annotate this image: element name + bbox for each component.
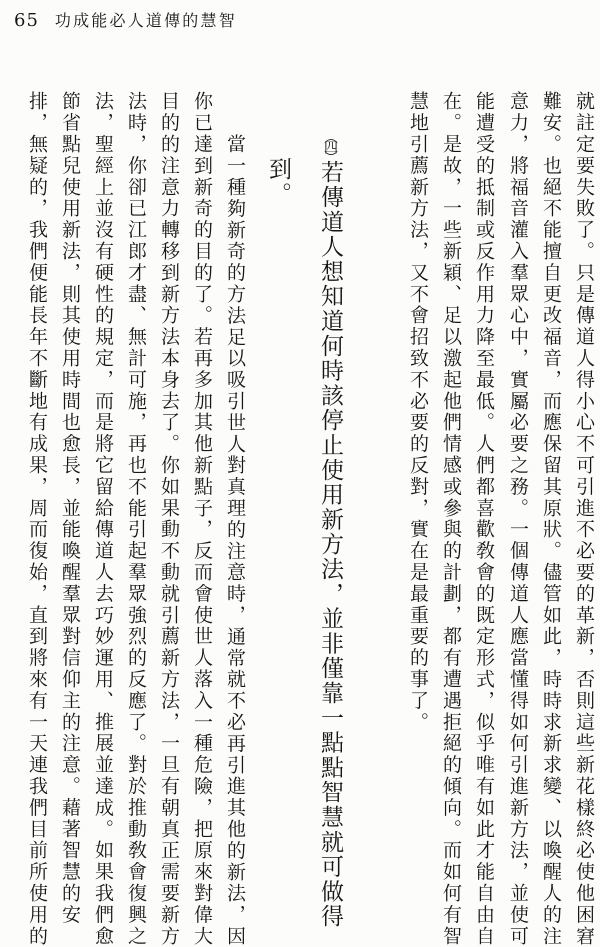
body-column: 慧地引薦新方法，又不會招致不必要的反對，實在是最重要的事了。	[407, 91, 429, 733]
body-column: 就註定要失敗了。只是傳道人得小心不可引進不必要的革新，否則這些新花樣終必使他困窘	[573, 91, 595, 947]
body-column: 難安。也絕不能擅自更改福音，而應保留其原狀。儘管如此，時時求新求變、以喚醒人的注	[540, 91, 562, 947]
body-column: 排，無疑的，我們便能長年不斷地有成果，周而復始，直到將來有一天連我們目前所使用的	[26, 91, 48, 947]
section-number: ︵四︶	[322, 130, 338, 160]
body-column: 法，聖經上並沒有硬性的規定，而是將它留給傳道人去巧妙運用、推展並達成。如果我們愈	[92, 91, 114, 947]
body-column: 你已達到新奇的目的了。若再多加其他新點子，反而會使世人落入一種危險，把原來對偉大	[191, 91, 213, 947]
section-heading-text: 若傳道人想知道何時該停止使用新方法，並非僅靠一點點智慧就可做得	[317, 160, 343, 929]
page-header	[14, 8, 237, 31]
running-title: 功成能必人道傳的慧智	[54, 11, 237, 30]
body-column: 在。是故，一些新穎、足以激起他們情感或參與的計劃，都有遭遇拒絕的傾向。而如何有智	[440, 91, 462, 947]
page-number: 65	[14, 10, 39, 31]
body-column: 目的的注意力轉移到新方法本身去了。你如果動不動就引薦新方法，一旦有朝真正需要新方	[158, 91, 180, 947]
body-column: 意力，將福音灌入羣眾心中，實屬必要之務。一個傳道人應當懂得如何引進新方法，並使可	[507, 91, 529, 947]
section-heading-continuation: 到。	[265, 157, 291, 207]
body-column: 能遭受的抵制或反作用力降至最低。人們都喜歡敎會的既定形式，似乎唯有如此才能自由自	[473, 91, 495, 947]
section-heading-column	[312, 130, 348, 929]
body-column: 法時，你卻已江郎才盡、無計可施，再也不能引起羣眾強烈的反應了。對於推動敎會復興之	[125, 91, 147, 947]
body-column: 當一種夠新奇的方法足以吸引世人對真理的注意時，通常就不必再引進其他的新法，因	[224, 134, 246, 947]
body-column: 節省點兒使用新法，則其使用時間也愈長，並能喚醒羣眾對信仰主的注意。藉著智慧的安	[59, 91, 81, 926]
